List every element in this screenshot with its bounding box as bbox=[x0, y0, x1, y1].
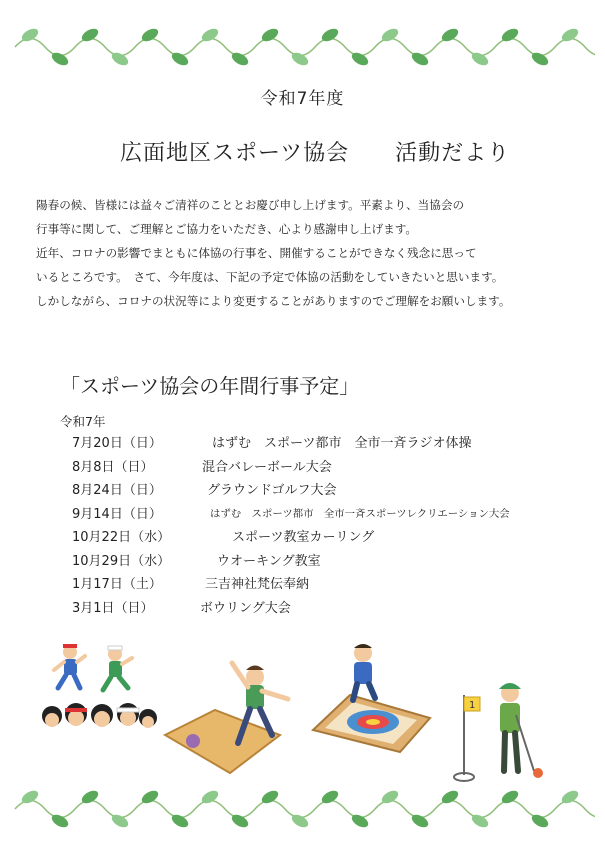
event-row bbox=[72, 573, 602, 597]
event-row bbox=[72, 479, 602, 503]
event-date: 3月1日（日） bbox=[72, 600, 154, 616]
greeting-line: いるところです。 さて、今年度は、下記の予定で体協の活動をしていきたいと思います。 bbox=[36, 270, 504, 284]
greeting-line: しかしながら、コロナの状況等により変更することがありますのでご理解をお願いします。 bbox=[36, 294, 511, 308]
year-header: 令和7年度 bbox=[260, 89, 345, 109]
event-date: 8月8日（日） bbox=[72, 459, 154, 475]
event-date: 8月24日（日） bbox=[72, 483, 162, 498]
event-name: 三吉神社梵伝奉納 bbox=[205, 577, 310, 592]
event-name: グラウンドゴルフ大会 bbox=[207, 483, 337, 498]
greeting-line: 近年、コロナの影響でまともに体協の行事を、開催することができなく残念に思って bbox=[36, 246, 477, 260]
event-name: スポーツ教室カーリング bbox=[232, 530, 375, 545]
event-name: ボウリング大会 bbox=[200, 600, 291, 616]
greeting-line: 陽春の候、皆様には益々ご清祥のこととお慶び申し上げます。平素より、当協会の bbox=[36, 198, 465, 212]
event-name: 混合バレーボール大会 bbox=[202, 459, 332, 475]
greeting-line: 行事等に関して、ご理解とご協力をいただき、心より感謝申し上げます。 bbox=[36, 222, 417, 236]
schedule-heading: 「スポーツ協会の年間行事予定」 bbox=[60, 374, 360, 398]
newsletter-subtitle: 活動だより bbox=[395, 141, 511, 166]
curling-illustration bbox=[305, 640, 435, 755]
event-name: はずむ スポーツ都市 全市一斉ラジオ体操 bbox=[212, 436, 472, 451]
event-date: 7月20日（日） bbox=[72, 436, 162, 451]
event-row bbox=[72, 526, 602, 550]
event-date: 10月29日（水） bbox=[72, 553, 171, 569]
organization-name: 広面地区スポーツ協会 bbox=[120, 141, 350, 166]
event-list bbox=[72, 432, 602, 620]
leaf-vine-bottom-decoration bbox=[10, 784, 595, 834]
event-date: 9月14日（日） bbox=[72, 506, 162, 522]
event-date: 10月22日（水） bbox=[72, 530, 171, 545]
bowling-illustration bbox=[160, 655, 300, 780]
page-title bbox=[120, 136, 510, 167]
leaf-vine-top-decoration bbox=[10, 22, 595, 72]
greeting-paragraph bbox=[36, 193, 596, 313]
schedule-year-label: 令和7年 bbox=[60, 414, 106, 429]
ground-golf-illustration bbox=[450, 675, 560, 790]
golf-flag-number: 1 bbox=[469, 700, 476, 711]
event-row bbox=[72, 432, 602, 456]
event-name: はずむ スポーツ都市 全市一斉スポーツレクリエーション大会 bbox=[210, 507, 510, 520]
event-row bbox=[72, 503, 602, 527]
event-date: 1月17日（土） bbox=[72, 577, 162, 592]
event-name: ウオーキング教室 bbox=[217, 553, 321, 569]
event-row bbox=[72, 597, 602, 621]
event-row bbox=[72, 456, 602, 480]
event-row bbox=[72, 550, 602, 574]
running-kids-illustration bbox=[40, 640, 158, 740]
